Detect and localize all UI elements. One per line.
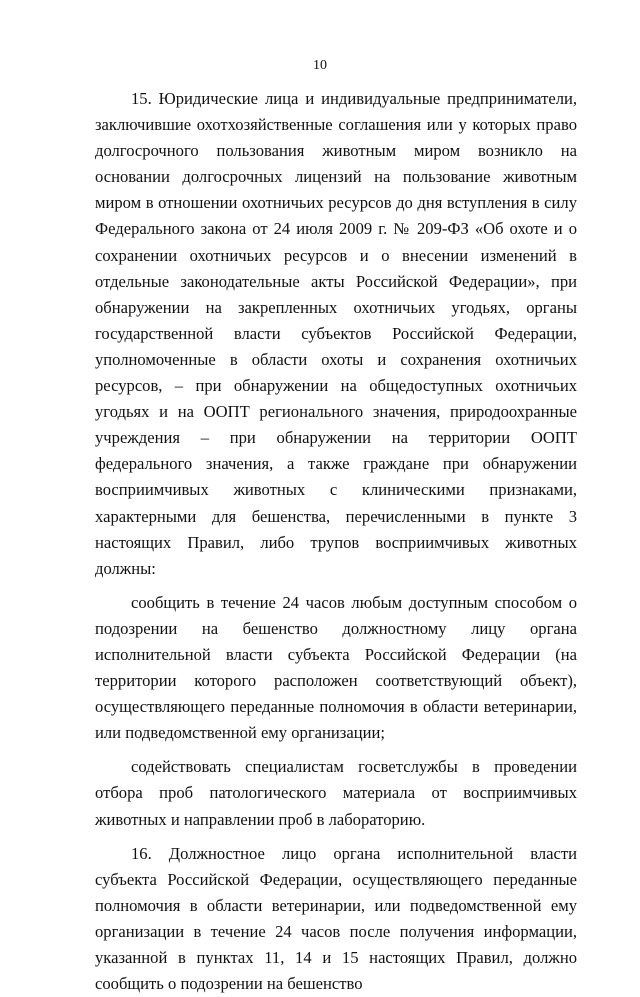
document-body bbox=[95, 86, 577, 997]
paragraph-15: 15. Юридические лица и индивидуальные предприниматели, заключившие охотхозяйственные соглашения или у которых право долгосрочного пользования животным миром возникло на основании долгосрочных лицензий на пользование животным миром в отношении охотничьих ресурсов до дня вступления в силу Федерального закона от 24 июля 2009 г. № 209-ФЗ «Об охоте и о сохранении охотничьих ресурсов и о внесении изменений в отдельные законодательные акты Российской Федерации», при обнаружении на закрепленных охотничьих угодьях, органы государственной власти субъектов Российской Федерации, уполномоченные в области охоты и сохранения охотничьих ресурсов, – при обнаружении на общедоступных охотничьих угодьях и на ООПТ регионального значения, природоохранные учреждения – при обнаружении на территории ООПТ федерального значения, а также граждане при обнаружении восприимчивых животных с клиническими признаками, характерными для бешенства, перечисленными в пункте 3 настоящих Правил, либо трупов восприимчивых животных должны: bbox=[95, 89, 577, 578]
paragraph-report-suspicion: сообщить в течение 24 часов любым доступным способом о подозрении на бешенство должностному лицу органа исполнительной власти субъекта Российской Федерации (на территории которого расположен соответствующий объект), осуществляющего переданные полномочия в области ветеринарии, или подведомственной ему организации; bbox=[95, 592, 577, 743]
paragraph-16: 16. Должностное лицо органа исполнительной власти субъекта Российской Федерации, осуществляющего переданные полномочия в области ветеринарии, или подведомственной ему организации в течение 24 часов после получения информации, указанной в пунктах 11, 14 и 15 настоящих Правил, должно сообщить о подозрении на бешенство bbox=[95, 843, 577, 994]
paragraph-assist-sampling: содействовать специалистам госветслужбы в проведении отбора проб патологического материала от восприимчивых животных и направлении проб в лабораторию. bbox=[95, 757, 577, 829]
page-number: 10 bbox=[313, 58, 327, 73]
